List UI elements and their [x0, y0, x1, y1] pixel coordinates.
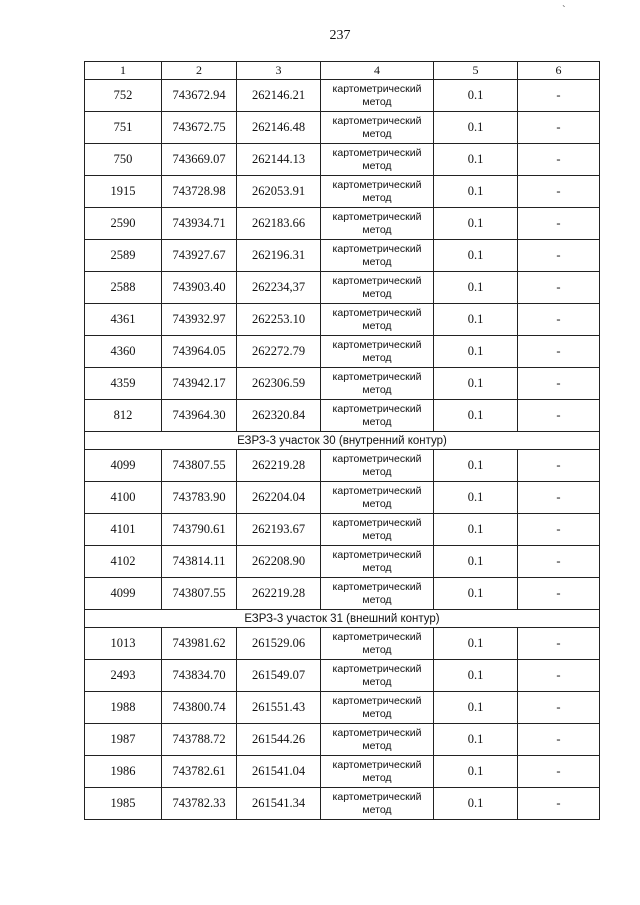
method-cell: картометрический метод	[321, 176, 434, 208]
note-cell: -	[518, 546, 600, 578]
header-row	[85, 62, 600, 80]
table-row	[85, 450, 600, 482]
point-id-cell: 1986	[85, 756, 162, 788]
header-cell: 3	[237, 62, 321, 80]
y-coordinate-cell: 262193.67	[237, 514, 321, 546]
note-cell: -	[518, 628, 600, 660]
point-id-cell: 812	[85, 400, 162, 432]
method-cell: картометрический метод	[321, 80, 434, 112]
table-row	[85, 208, 600, 240]
accuracy-cell: 0.1	[434, 272, 518, 304]
accuracy-cell: 0.1	[434, 450, 518, 482]
x-coordinate-cell: 743783.90	[162, 482, 237, 514]
method-cell: картометрический метод	[321, 112, 434, 144]
method-cell: картометрический метод	[321, 788, 434, 820]
method-cell: картометрический метод	[321, 756, 434, 788]
note-cell: -	[518, 660, 600, 692]
y-coordinate-cell: 262146.21	[237, 80, 321, 112]
table-row	[85, 112, 600, 144]
note-cell: -	[518, 578, 600, 610]
accuracy-cell: 0.1	[434, 80, 518, 112]
header-cell: 4	[321, 62, 434, 80]
y-coordinate-cell: 262204.04	[237, 482, 321, 514]
y-coordinate-cell: 261549.07	[237, 660, 321, 692]
x-coordinate-cell: 743903.40	[162, 272, 237, 304]
point-id-cell: 2589	[85, 240, 162, 272]
y-coordinate-cell: 262234,37	[237, 272, 321, 304]
table-row	[85, 336, 600, 368]
corner-mark: `	[562, 4, 566, 16]
accuracy-cell: 0.1	[434, 144, 518, 176]
y-coordinate-cell: 262196.31	[237, 240, 321, 272]
table-row	[85, 514, 600, 546]
note-cell: -	[518, 482, 600, 514]
table-row	[85, 692, 600, 724]
accuracy-cell: 0.1	[434, 628, 518, 660]
accuracy-cell: 0.1	[434, 240, 518, 272]
note-cell: -	[518, 400, 600, 432]
y-coordinate-cell: 262272.79	[237, 336, 321, 368]
x-coordinate-cell: 743807.55	[162, 450, 237, 482]
x-coordinate-cell: 743790.61	[162, 514, 237, 546]
table-body	[85, 80, 600, 820]
section-title: ЕЗРЗ-3 участок 30 (внутренний контур)	[85, 432, 600, 450]
accuracy-cell: 0.1	[434, 724, 518, 756]
point-id-cell: 4360	[85, 336, 162, 368]
point-id-cell: 2590	[85, 208, 162, 240]
table-row	[85, 628, 600, 660]
accuracy-cell: 0.1	[434, 112, 518, 144]
point-id-cell: 1013	[85, 628, 162, 660]
y-coordinate-cell: 262146.48	[237, 112, 321, 144]
y-coordinate-cell: 262208.90	[237, 546, 321, 578]
accuracy-cell: 0.1	[434, 482, 518, 514]
method-cell: картометрический метод	[321, 450, 434, 482]
method-cell: картометрический метод	[321, 514, 434, 546]
table-row	[85, 724, 600, 756]
y-coordinate-cell: 261541.04	[237, 756, 321, 788]
x-coordinate-cell: 743934.71	[162, 208, 237, 240]
table-row	[85, 660, 600, 692]
page-number: 237	[329, 28, 351, 43]
accuracy-cell: 0.1	[434, 756, 518, 788]
x-coordinate-cell: 743788.72	[162, 724, 237, 756]
accuracy-cell: 0.1	[434, 336, 518, 368]
method-cell: картометрический метод	[321, 144, 434, 176]
section-row	[85, 432, 600, 450]
y-coordinate-cell: 262253.10	[237, 304, 321, 336]
point-id-cell: 4101	[85, 514, 162, 546]
accuracy-cell: 0.1	[434, 368, 518, 400]
x-coordinate-cell: 743814.11	[162, 546, 237, 578]
note-cell: -	[518, 724, 600, 756]
method-cell: картометрический метод	[321, 400, 434, 432]
method-cell: картометрический метод	[321, 692, 434, 724]
point-id-cell: 1987	[85, 724, 162, 756]
y-coordinate-cell: 262320.84	[237, 400, 321, 432]
point-id-cell: 751	[85, 112, 162, 144]
x-coordinate-cell: 743782.61	[162, 756, 237, 788]
x-coordinate-cell: 743807.55	[162, 578, 237, 610]
note-cell: -	[518, 80, 600, 112]
note-cell: -	[518, 208, 600, 240]
method-cell: картометрический метод	[321, 368, 434, 400]
table-row	[85, 482, 600, 514]
x-coordinate-cell: 743927.67	[162, 240, 237, 272]
y-coordinate-cell: 262219.28	[237, 578, 321, 610]
method-cell: картометрический метод	[321, 628, 434, 660]
section-row	[85, 610, 600, 628]
header-cell: 6	[518, 62, 600, 80]
table-row	[85, 144, 600, 176]
accuracy-cell: 0.1	[434, 660, 518, 692]
method-cell: картометрический метод	[321, 208, 434, 240]
accuracy-cell: 0.1	[434, 304, 518, 336]
note-cell: -	[518, 368, 600, 400]
x-coordinate-cell: 743672.75	[162, 112, 237, 144]
point-id-cell: 2588	[85, 272, 162, 304]
note-cell: -	[518, 788, 600, 820]
header-cell: 2	[162, 62, 237, 80]
x-coordinate-cell: 743834.70	[162, 660, 237, 692]
point-id-cell: 1985	[85, 788, 162, 820]
y-coordinate-cell: 262306.59	[237, 368, 321, 400]
header-cell: 5	[434, 62, 518, 80]
method-cell: картометрический метод	[321, 660, 434, 692]
x-coordinate-cell: 743981.62	[162, 628, 237, 660]
table-row	[85, 400, 600, 432]
point-id-cell: 4102	[85, 546, 162, 578]
method-cell: картометрический метод	[321, 240, 434, 272]
note-cell: -	[518, 144, 600, 176]
method-cell: картометрический метод	[321, 724, 434, 756]
y-coordinate-cell: 262183.66	[237, 208, 321, 240]
table-row	[85, 546, 600, 578]
method-cell: картометрический метод	[321, 578, 434, 610]
note-cell: -	[518, 112, 600, 144]
x-coordinate-cell: 743942.17	[162, 368, 237, 400]
table-row	[85, 788, 600, 820]
method-cell: картометрический метод	[321, 482, 434, 514]
table-row	[85, 272, 600, 304]
accuracy-cell: 0.1	[434, 208, 518, 240]
point-id-cell: 1988	[85, 692, 162, 724]
table-row	[85, 578, 600, 610]
x-coordinate-cell: 743964.30	[162, 400, 237, 432]
table-row	[85, 304, 600, 336]
method-cell: картометрический метод	[321, 546, 434, 578]
x-coordinate-cell: 743728.98	[162, 176, 237, 208]
note-cell: -	[518, 272, 600, 304]
note-cell: -	[518, 692, 600, 724]
note-cell: -	[518, 756, 600, 788]
table-row	[85, 756, 600, 788]
point-id-cell: 2493	[85, 660, 162, 692]
y-coordinate-cell: 261544.26	[237, 724, 321, 756]
accuracy-cell: 0.1	[434, 400, 518, 432]
accuracy-cell: 0.1	[434, 176, 518, 208]
table-row	[85, 176, 600, 208]
accuracy-cell: 0.1	[434, 788, 518, 820]
section-title: ЕЗРЗ-3 участок 31 (внешний контур)	[85, 610, 600, 628]
note-cell: -	[518, 304, 600, 336]
x-coordinate-cell: 743782.33	[162, 788, 237, 820]
method-cell: картометрический метод	[321, 304, 434, 336]
point-id-cell: 4099	[85, 450, 162, 482]
y-coordinate-cell: 261529.06	[237, 628, 321, 660]
note-cell: -	[518, 176, 600, 208]
coordinates-table	[84, 61, 600, 820]
header-cell: 1	[85, 62, 162, 80]
table-row	[85, 368, 600, 400]
y-coordinate-cell: 262144.13	[237, 144, 321, 176]
accuracy-cell: 0.1	[434, 546, 518, 578]
y-coordinate-cell: 262053.91	[237, 176, 321, 208]
note-cell: -	[518, 514, 600, 546]
accuracy-cell: 0.1	[434, 514, 518, 546]
y-coordinate-cell: 261551.43	[237, 692, 321, 724]
point-id-cell: 752	[85, 80, 162, 112]
x-coordinate-cell: 743800.74	[162, 692, 237, 724]
note-cell: -	[518, 240, 600, 272]
y-coordinate-cell: 262219.28	[237, 450, 321, 482]
x-coordinate-cell: 743932.97	[162, 304, 237, 336]
method-cell: картометрический метод	[321, 336, 434, 368]
point-id-cell: 750	[85, 144, 162, 176]
table-row	[85, 240, 600, 272]
y-coordinate-cell: 261541.34	[237, 788, 321, 820]
note-cell: -	[518, 450, 600, 482]
method-cell: картометрический метод	[321, 272, 434, 304]
accuracy-cell: 0.1	[434, 692, 518, 724]
point-id-cell: 4361	[85, 304, 162, 336]
point-id-cell: 4099	[85, 578, 162, 610]
point-id-cell: 4359	[85, 368, 162, 400]
x-coordinate-cell: 743964.05	[162, 336, 237, 368]
x-coordinate-cell: 743672.94	[162, 80, 237, 112]
accuracy-cell: 0.1	[434, 578, 518, 610]
point-id-cell: 4100	[85, 482, 162, 514]
x-coordinate-cell: 743669.07	[162, 144, 237, 176]
table-row	[85, 80, 600, 112]
point-id-cell: 1915	[85, 176, 162, 208]
note-cell: -	[518, 336, 600, 368]
